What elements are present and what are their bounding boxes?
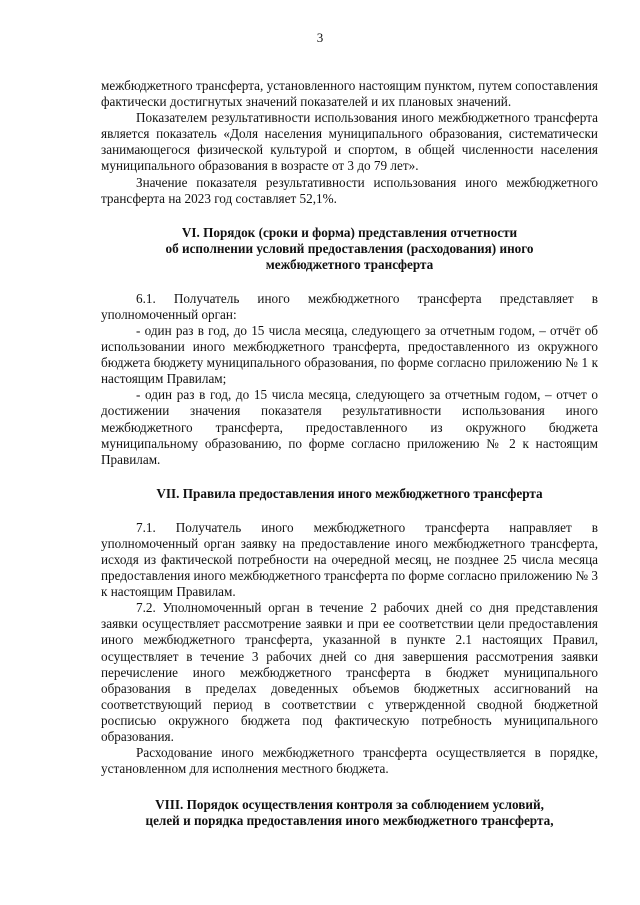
paragraph-continuation: межбюджетного трансферта, установленного настоящим пунктом, путем сопоставления фактически достигнутых значений показателей и их плановых значений. (101, 78, 598, 110)
section-8-heading-line: целей и порядка предоставления иного межбюджетного трансферта, (145, 813, 554, 829)
section-7-heading (101, 486, 598, 502)
section-6-heading-line: об исполнении условий предоставления (расходования) иного (165, 240, 534, 256)
paragraph-7-spending: Расходование иного межбюджетного трансферта осуществляется в порядке, установленном для исполнения местного бюджета. (101, 745, 598, 777)
paragraph-7-1: 7.1. Получатель иного межбюджетного трансферта направляет в уполномоченный орган заявку на предоставление иного межбюджетного трансферта, исходя из фактической потребности на очередной месяц, не позднее 25 числа месяца предоставления иного межбюджетного трансферта по форме согласно приложению № 3 к настоящим Правилам. (101, 519, 598, 600)
document-body (101, 78, 598, 829)
page-number: 3 (316, 30, 324, 45)
section-7-heading-line: VII. Правила предоставления иного межбюджетного трансферта (156, 485, 543, 501)
section-6-heading-line: межбюджетного трансферта (265, 256, 434, 272)
paragraph-6-1: 6.1. Получатель иного межбюджетного трансферта представляет в уполномоченный орган: (101, 290, 598, 322)
paragraph-indicator: Показателем результативности использования иного межбюджетного трансферта является показатель «Доля населения муниципального образования, систематически занимающегося физической культурой и спортом, в общей численности населения муниципального образования в возрасте от 3 до 79 лет». (101, 110, 598, 174)
paragraph-6-1-item-1: - один раз в год, до 15 числа месяца, следующего за отчетным годом, – отчёт об использовании иного межбюджетного трансферта, предоставленного из окружного бюджета бюджету муниципального образования, по форме согласно приложению № 1 к настоящим Правилам; (101, 322, 598, 387)
section-6-heading (101, 225, 598, 273)
paragraph-6-1-item-2: - один раз в год, до 15 числа месяца, следующего за отчетным годом, – отчет о достижении значения показателя результативности использования иного межбюджетного трансферта, предоставленного из окружного бюджета муниципальному образованию, по форме согласно приложению № 2 к настоящим Правилам. (101, 387, 598, 467)
section-8-heading (101, 797, 598, 829)
paragraph-7-2: 7.2. Уполномоченный орган в течение 2 рабочих дней со дня представления заявки осуществляет рассмотрение заявки и при ее соответствии цели предоставления иного межбюджетного трансферта, указанной в пункте 2.1 настоящих Правил, осуществляет в течение 3 рабочих дней со дня завершения рассмотрения заявки перечисление иного межбюджетного трансферта в бюджет муниципального образования в пределах доведенных объемов бюджетных ассигнований на соответствующий период в соответствии с утвержденной сводной бюджетной росписью окружного бюджета под фактическую потребность муниципального образования. (101, 600, 598, 744)
section-8-heading-line: VIII. Порядок осуществления контроля за соблюдением условий, (155, 797, 544, 813)
section-6-heading-line: VI. Порядок (сроки и форма) представления отчетности (181, 224, 518, 240)
paragraph-indicator-value: Значение показателя результативности использования иного межбюджетного трансферта на 2023 год составляет 52,1%. (101, 174, 598, 206)
